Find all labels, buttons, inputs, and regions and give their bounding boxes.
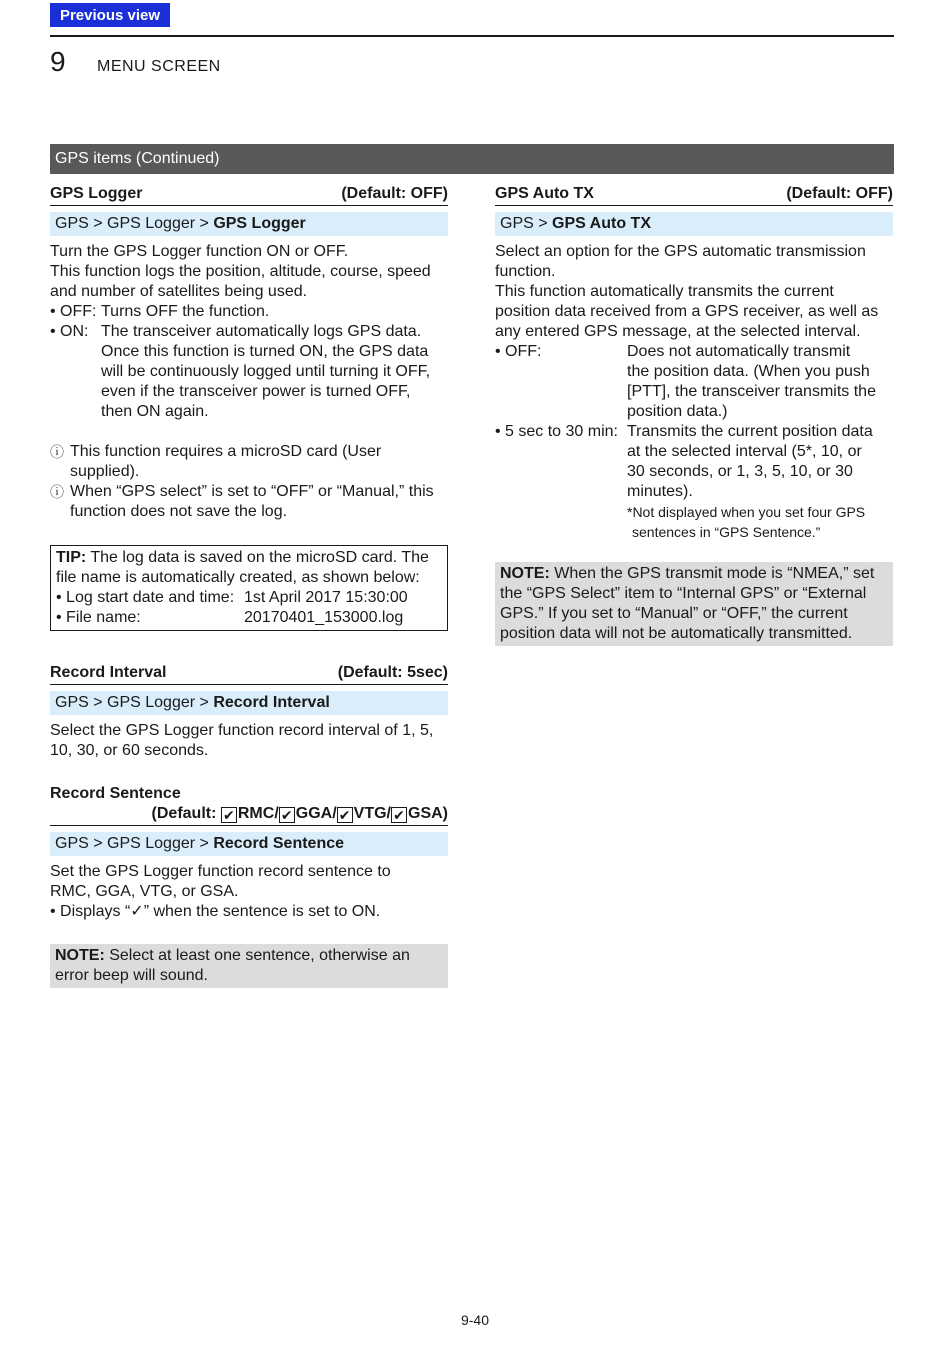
option-value [101, 322, 430, 422]
desc-line: RMC, GGA, VTG, or GSA. [50, 883, 239, 900]
chapter-number: 9 [50, 46, 66, 77]
record-sentence-menu-path [50, 832, 448, 856]
header-rule [50, 35, 894, 37]
option-key: • OFF: [50, 303, 97, 320]
option-line: minutes). [627, 483, 693, 500]
note-text: Select at least one sentence, otherwise an [104, 947, 410, 964]
sentence-rmc: RMC/ [237, 805, 279, 822]
path-prefix: GPS > GPS Logger > [55, 694, 214, 711]
record-sentence-heading [50, 784, 448, 826]
option-value: Turns OFF the function. [101, 303, 270, 320]
path-current: GPS Logger [213, 215, 306, 232]
note-text: the “GPS Select” item to “Internal GPS” or “External [500, 585, 867, 602]
note-text: GPS.” If you set to “Manual” or “OFF,” the current [500, 605, 848, 622]
option-line: [PTT], the transceiver transmits the [627, 383, 876, 400]
record-sentence-description [50, 862, 448, 922]
info-line: When “GPS select” is set to “OFF” or “Manual,” this [70, 483, 434, 500]
record-interval-default: (Default: 5sec) [337, 664, 448, 681]
right-column [495, 184, 893, 646]
gps-logger-heading [50, 184, 448, 206]
checkbox-checked-icon: ✔ [391, 807, 407, 823]
desc-line: Select the GPS Logger function record interval of 1, 5, [50, 722, 434, 739]
info-line: This function requires a microSD card (User [70, 443, 382, 460]
record-sentence-note [50, 944, 448, 988]
option-line: at the selected interval (5*, 10, or [627, 443, 862, 460]
path-current: Record Interval [213, 694, 330, 711]
note-text: error beep will sound. [55, 967, 208, 984]
path-current: GPS Auto TX [552, 215, 651, 232]
gps-logger-description [50, 242, 448, 522]
option-line: even if the transceiver power is turned OFF, [101, 383, 411, 400]
default-label: (Default: [151, 805, 221, 822]
footnote: sentences in “GPS Sentence.” [632, 524, 821, 540]
desc-line: • Displays “✓” when the sentence is set to ON. [50, 903, 381, 920]
path-current: Record Sentence [213, 835, 345, 852]
desc-line: 10, 30, or 60 seconds. [50, 742, 209, 759]
sentence-gsa: GSA) [408, 805, 448, 822]
record-interval-description [50, 721, 448, 761]
option-on [50, 322, 448, 422]
tip-value: 20170401_153000.log [244, 609, 404, 626]
gps-auto-tx-menu-path [495, 212, 893, 236]
record-interval-heading [50, 663, 448, 685]
option-off [50, 302, 448, 322]
gps-auto-tx-title: GPS Auto TX [495, 185, 594, 202]
record-sentence-default [50, 804, 448, 825]
checkbox-checked-icon: ✔ [279, 807, 295, 823]
sentence-gga: GGA/ [295, 805, 337, 822]
sentence-vtg: VTG/ [353, 805, 391, 822]
option-key: • ON: [50, 323, 89, 340]
path-prefix: GPS > [500, 215, 553, 232]
option-interval [495, 422, 893, 542]
desc-line: This function logs the position, altitude, course, speed [50, 263, 431, 280]
path-prefix: GPS > GPS Logger > [55, 215, 214, 232]
gps-logger-default: (Default: OFF) [341, 185, 448, 202]
desc-line: and number of satellites being used. [50, 283, 308, 300]
note-label: NOTE: [55, 947, 105, 964]
tip-label: TIP: [56, 549, 87, 566]
checkbox-checked-icon: ✔ [221, 807, 237, 823]
tip-text: file name is automatically created, as shown below: [56, 569, 420, 586]
record-sentence-title: Record Sentence [50, 785, 181, 802]
desc-line: function. [495, 263, 556, 280]
desc-line: This function automatically transmits the current [495, 283, 834, 300]
tip-key: • File name: [56, 609, 141, 626]
tip-row [56, 608, 442, 628]
checkbox-checked-icon: ✔ [337, 807, 353, 823]
gps-auto-tx-note [495, 562, 893, 646]
desc-line: any entered GPS message, at the selected interval. [495, 323, 861, 340]
path-prefix: GPS > GPS Logger > [55, 835, 214, 852]
option-line: will be continuously logged until turning it OFF, [101, 363, 431, 380]
gps-auto-tx-description [495, 242, 893, 542]
left-column [50, 184, 448, 988]
option-off [495, 342, 893, 422]
option-line: The transceiver automatically logs GPS data. [101, 323, 422, 340]
tip-value: 1st April 2017 15:30:00 [244, 589, 408, 606]
page-number: 9-40 [460, 1312, 490, 1328]
option-line: position data.) [627, 403, 728, 420]
info-note [50, 482, 448, 522]
option-line: Once this function is turned ON, the GPS data [101, 343, 429, 360]
option-line: 30 seconds, or 1, 3, 5, 10, or 30 [627, 463, 853, 480]
option-line: Does not automatically transmit [627, 343, 851, 360]
note-label: NOTE: [500, 565, 550, 582]
desc-line: Select an option for the GPS automatic transmission [495, 243, 866, 260]
footnote: *Not displayed when you set four GPS [627, 504, 866, 520]
gps-logger-menu-path [50, 212, 448, 236]
option-value [627, 422, 873, 542]
tip-key: • Log start date and time: [56, 589, 235, 606]
desc-line: Set the GPS Logger function record sentence to [50, 863, 391, 880]
record-interval-menu-path [50, 691, 448, 715]
gps-auto-tx-default: (Default: OFF) [786, 185, 893, 202]
chapter-title: MENU SCREEN [97, 58, 221, 75]
info-icon: ⓘ [50, 484, 64, 500]
info-line: supplied). [70, 463, 140, 480]
note-text: When the GPS transmit mode is “NMEA,” set [549, 565, 875, 582]
tip-text: The log data is saved on the microSD card. The [86, 549, 429, 566]
option-line: the position data. (When you push [627, 363, 870, 380]
option-line: then ON again. [101, 403, 209, 420]
option-line: Transmits the current position data [627, 423, 873, 440]
option-key: • OFF: [495, 343, 542, 360]
desc-line: Turn the GPS Logger function ON or OFF. [50, 243, 349, 260]
gps-auto-tx-heading [495, 184, 893, 206]
record-interval-title: Record Interval [50, 664, 167, 681]
tip-box [50, 545, 448, 631]
desc-line: position data received from a GPS receiver, as well as [495, 303, 879, 320]
gps-logger-title: GPS Logger [50, 185, 143, 202]
option-key: • 5 sec to 30 min: [495, 423, 618, 440]
option-value [627, 342, 876, 422]
info-note [50, 442, 448, 482]
info-line: function does not save the log. [70, 503, 288, 520]
section-title: GPS items (Continued) [50, 144, 894, 174]
tip-row [56, 588, 442, 608]
info-icon: ⓘ [50, 444, 64, 460]
note-text: position data will not be automatically transmitted. [500, 625, 853, 642]
previous-view-button[interactable]: Previous view [50, 3, 170, 27]
